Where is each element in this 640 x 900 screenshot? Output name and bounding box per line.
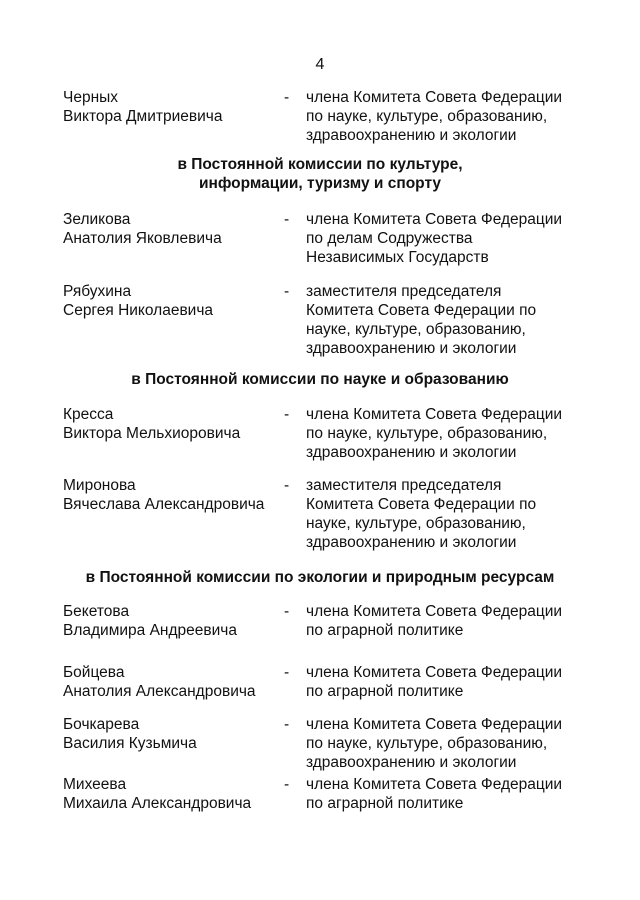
member-role bbox=[306, 282, 586, 358]
section-heading: в Постоянной комиссии по науке и образованию bbox=[131, 371, 509, 388]
dash-separator: - bbox=[284, 406, 290, 423]
dash-separator: - bbox=[284, 89, 290, 106]
member-name-line: Миронова bbox=[63, 477, 136, 494]
member-name-line: Бекетова bbox=[63, 603, 130, 620]
member-role-line: заместителя председателя bbox=[306, 283, 502, 300]
member-role-line: Комитета Совета Федерации по bbox=[306, 302, 537, 319]
member-role-line: по аграрной политике bbox=[306, 683, 464, 700]
member-name-line: Черных bbox=[63, 89, 119, 106]
page-number: 4 bbox=[315, 56, 325, 73]
member-role-line: члена Комитета Совета Федерации bbox=[306, 603, 563, 620]
member-name-line: Бойцева bbox=[63, 664, 125, 681]
member-role-line: здравоохранению и экологии bbox=[306, 754, 517, 771]
member-name-line: Михеева bbox=[63, 776, 127, 793]
member-role-line: науке, культуре, образованию, bbox=[306, 321, 526, 338]
dash-separator: - bbox=[284, 283, 290, 300]
member-role bbox=[306, 715, 586, 772]
member-role-line: здравоохранению и экологии bbox=[306, 127, 517, 144]
member-role bbox=[306, 602, 586, 640]
section-heading: в Постоянной комиссии по экологии и природным ресурсам bbox=[85, 569, 555, 586]
dash-separator: - bbox=[284, 664, 290, 681]
member-role-line: члена Комитета Совета Федерации bbox=[306, 664, 563, 681]
section-heading: в Постоянной комиссии по культуре, bbox=[177, 156, 463, 173]
member-name-line: Бочкарева bbox=[63, 716, 140, 733]
member-role bbox=[306, 210, 586, 267]
member-role-line: здравоохранению и экологии bbox=[306, 534, 517, 551]
member-role-line: члена Комитета Совета Федерации bbox=[306, 89, 563, 106]
member-role-line: Независимых Государств bbox=[306, 249, 489, 266]
member-name bbox=[63, 775, 278, 813]
member-role-line: члена Комитета Совета Федерации bbox=[306, 776, 563, 793]
member-name-line: Вячеслава Александровича bbox=[63, 496, 265, 513]
member-name bbox=[63, 663, 278, 701]
member-name-line: Анатолия Яковлевича bbox=[63, 230, 222, 247]
member-role-line: по аграрной политике bbox=[306, 795, 464, 812]
member-name bbox=[63, 88, 278, 126]
section-heading: информации, туризму и спорту bbox=[198, 175, 442, 192]
member-role-line: члена Комитета Совета Федерации bbox=[306, 406, 563, 423]
member-name-line: Рябухина bbox=[63, 283, 132, 300]
dash-separator: - bbox=[284, 211, 290, 228]
member-name-line: Зеликова bbox=[63, 211, 131, 228]
member-name-line: Владимира Андреевича bbox=[63, 622, 237, 639]
member-role bbox=[306, 775, 586, 813]
member-role bbox=[306, 405, 586, 462]
member-name-line: Анатолия Александровича bbox=[63, 683, 256, 700]
dash-separator: - bbox=[284, 716, 290, 733]
member-name bbox=[63, 476, 278, 514]
member-name-line: Виктора Мельхиоровича bbox=[63, 425, 241, 442]
member-role-line: члена Комитета Совета Федерации bbox=[306, 211, 563, 228]
member-name bbox=[63, 210, 278, 248]
dash-separator: - bbox=[284, 477, 290, 494]
member-name bbox=[63, 715, 278, 753]
member-role-line: здравоохранению и экологии bbox=[306, 340, 517, 357]
member-role-line: по науке, культуре, образованию, bbox=[306, 735, 548, 752]
member-name-line: Михаила Александровича bbox=[63, 795, 252, 812]
member-name bbox=[63, 405, 278, 443]
member-role bbox=[306, 663, 586, 701]
member-name bbox=[63, 282, 278, 320]
dash-separator: - bbox=[284, 776, 290, 793]
member-role bbox=[306, 88, 586, 145]
member-role-line: по делам Содружества bbox=[306, 230, 473, 247]
member-role-line: науке, культуре, образованию, bbox=[306, 515, 526, 532]
member-role-line: по аграрной политике bbox=[306, 622, 464, 639]
member-name-line: Кресса bbox=[63, 406, 114, 423]
member-role bbox=[306, 476, 586, 552]
member-role-line: по науке, культуре, образованию, bbox=[306, 108, 548, 125]
member-role-line: заместителя председателя bbox=[306, 477, 502, 494]
member-role-line: члена Комитета Совета Федерации bbox=[306, 716, 563, 733]
member-role-line: здравоохранению и экологии bbox=[306, 444, 517, 461]
member-name bbox=[63, 602, 278, 640]
member-role-line: по науке, культуре, образованию, bbox=[306, 425, 548, 442]
dash-separator: - bbox=[284, 603, 290, 620]
member-name-line: Виктора Дмитриевича bbox=[63, 108, 223, 125]
member-name-line: Сергея Николаевича bbox=[63, 302, 214, 319]
member-role-line: Комитета Совета Федерации по bbox=[306, 496, 537, 513]
member-name-line: Василия Кузьмича bbox=[63, 735, 197, 752]
